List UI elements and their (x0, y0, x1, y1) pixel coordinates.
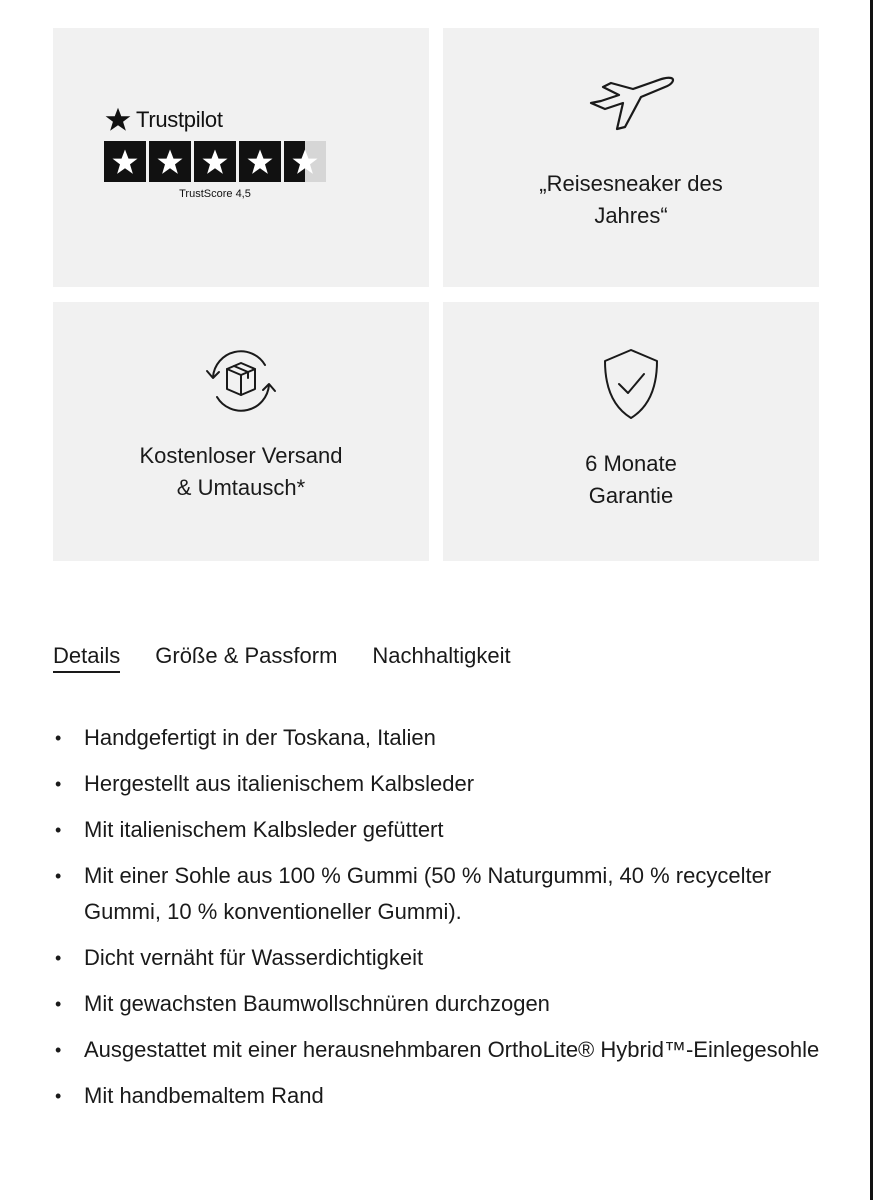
shipping-line-1: Kostenloser Versand (139, 443, 343, 468)
trustpilot-tile[interactable] (53, 28, 429, 287)
award-line-1: „Reisesneaker des (539, 171, 723, 196)
warranty-text (585, 448, 677, 512)
product-tabs (53, 643, 511, 673)
shipping-tile (53, 302, 429, 561)
shipping-text (139, 440, 342, 504)
list-item: • Mit italienischem Kalbsleder gefüttert (53, 812, 833, 848)
list-item: • Ausgestattet mit einer herausnehmbaren OrthoLite® Hybrid™-Einlegesohle (53, 1032, 833, 1068)
shield-check-icon (599, 347, 663, 426)
warranty-tile (443, 302, 819, 561)
trustpilot-widget (104, 106, 326, 200)
airplane-icon (583, 73, 679, 142)
shipping-line-2: & Umtausch* (176, 475, 306, 500)
list-item: • Mit handbemaltem Rand (53, 1078, 833, 1114)
list-item: • Mit einer Sohle aus 100 % Gummi (50 % Naturgummi, 40 % recycelter Gummi, 10 % konventioneller Gummi). (53, 858, 833, 930)
trustpilot-brand: Trustpilot (136, 106, 223, 132)
warranty-line-1: 6 Monate (585, 451, 677, 476)
tab-details[interactable]: Details (53, 643, 120, 673)
list-item: • Dicht vernäht für Wasserdichtigkeit (53, 940, 833, 976)
star-4 (239, 141, 281, 182)
award-text (539, 168, 722, 232)
warranty-line-2: Garantie (588, 483, 674, 508)
list-item: • Handgefertigt in der Toskana, Italien (53, 720, 833, 756)
details-list (53, 720, 833, 1124)
award-tile (443, 28, 819, 287)
trustpilot-logo (104, 106, 326, 133)
list-item: • Hergestellt aus italienischem Kalbsleder (53, 766, 833, 802)
star-5-half (284, 141, 326, 182)
list-item: • Mit gewachsten Baumwollschnüren durchzogen (53, 986, 833, 1022)
trustpilot-star-icon (104, 106, 132, 133)
trustscore-label: TrustScore 4,5 (179, 188, 251, 200)
box-exchange-icon (199, 345, 283, 422)
star-3 (194, 141, 236, 182)
award-line-2: Jahres“ (594, 203, 668, 228)
tab-size-fit[interactable]: Größe & Passform (155, 643, 338, 668)
star-1 (104, 141, 146, 182)
star-2 (149, 141, 191, 182)
tab-sustainability[interactable]: Nachhaltigkeit (372, 643, 511, 668)
trustpilot-stars (104, 141, 326, 182)
